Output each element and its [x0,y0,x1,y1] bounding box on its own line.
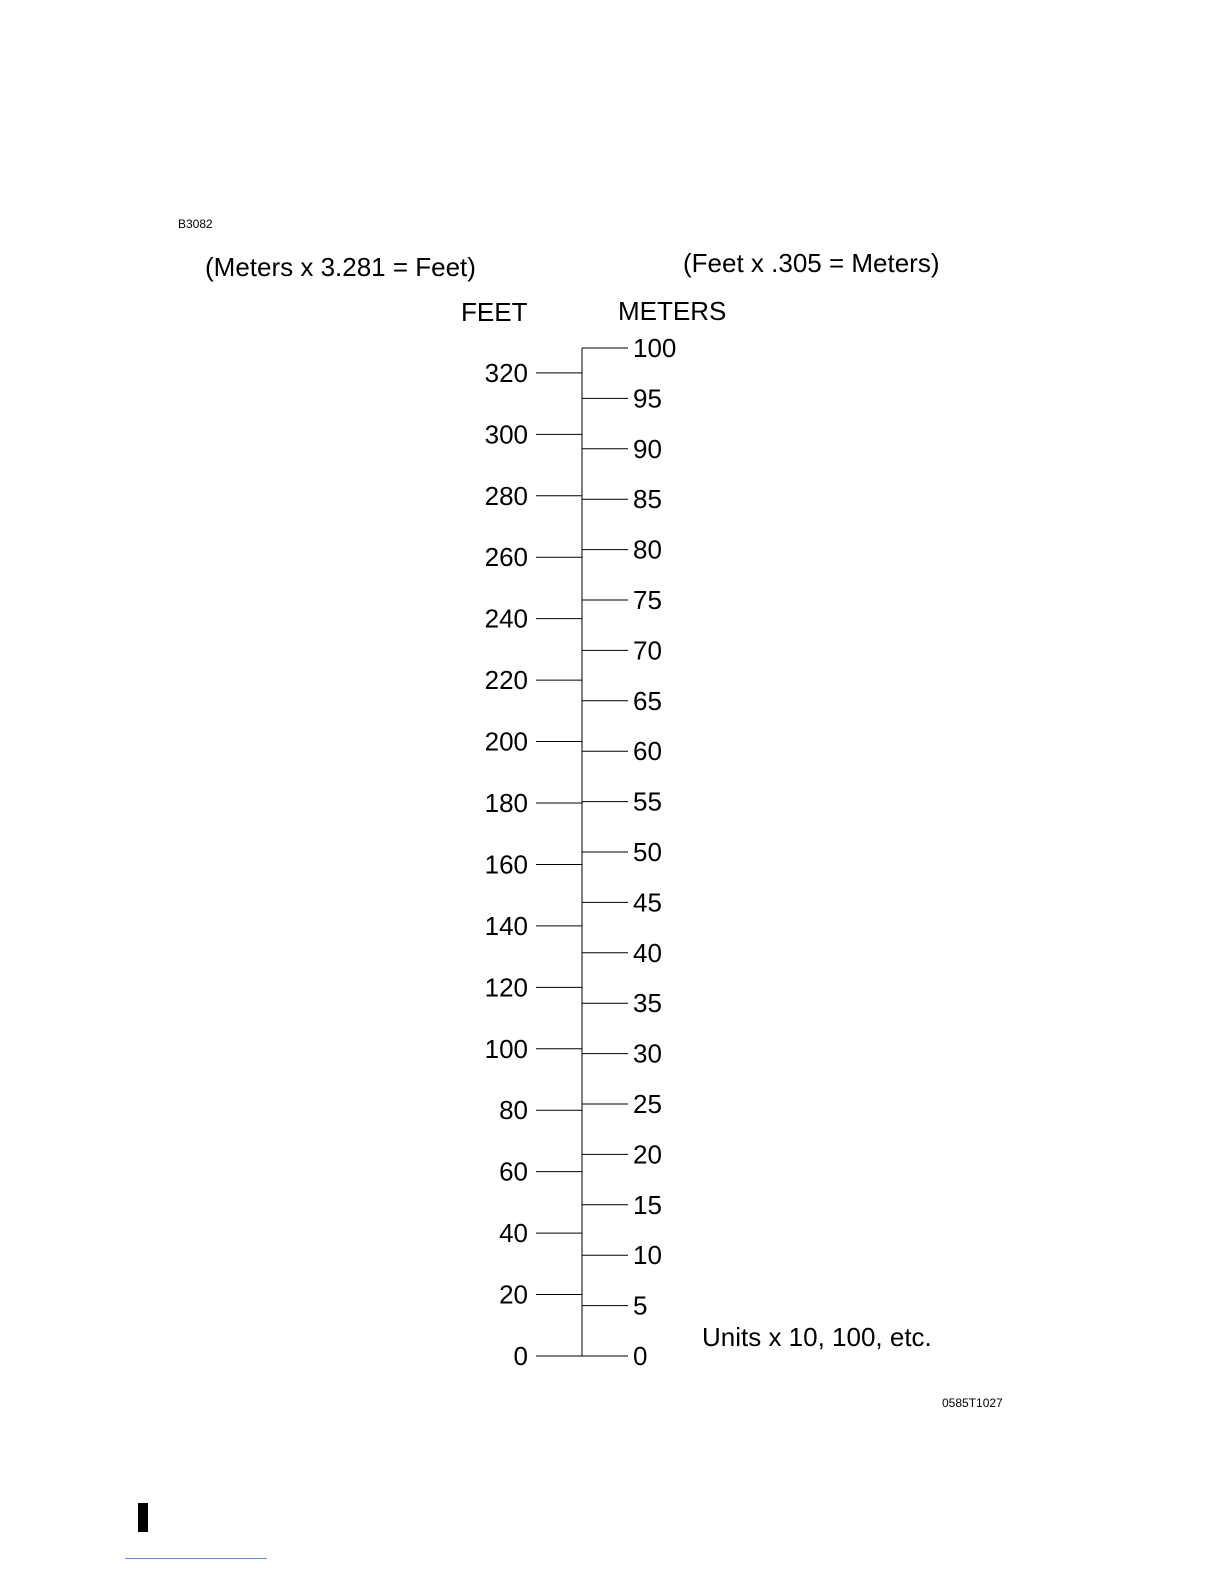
change-bar [138,1503,148,1532]
meter-tick-label: 75 [633,585,662,615]
meter-tick-label: 80 [633,534,662,565]
feet-tick-label: 300 [484,419,528,450]
feet-tick-label: 0 [513,1341,528,1371]
feet-tick-label: 280 [484,480,528,511]
meter-tick-label: 90 [633,433,662,464]
feet-tick-label: 180 [484,787,528,818]
meter-tick-label: 40 [633,937,662,968]
meter-tick-label: 60 [633,736,662,767]
feet-tick-label: 120 [484,972,528,1003]
feet-tick-label: 20 [499,1279,528,1310]
meter-tick-label: 95 [633,383,662,414]
meter-tick-label: 55 [633,786,662,817]
meter-tick-label: 30 [633,1038,662,1069]
meter-tick-label: 70 [633,635,662,666]
feet-tick-label: 220 [484,665,528,696]
meter-tick-label: 100 [633,333,677,363]
feet-tick-label: 40 [499,1218,528,1249]
feet-tick-label: 320 [484,357,528,388]
feet-tick-label: 100 [484,1033,528,1064]
meter-tick-label: 65 [633,685,662,716]
meter-tick-label: 35 [633,988,662,1019]
meters-column-header: METERS [618,296,727,326]
meter-tick-label: 25 [633,1089,662,1119]
units-note: Units x 10, 100, etc. [702,1322,932,1352]
meters-scale [582,333,676,1371]
meter-tick-label: 5 [633,1290,648,1321]
feet-tick-label: 140 [484,910,528,941]
meter-tick-label: 85 [633,484,662,515]
feet-scale [485,358,582,1371]
feet-tick-label: 80 [499,1095,528,1126]
footer-rule [125,1558,267,1559]
feet-tick-label: 200 [484,726,528,757]
feet-to-meters-formula: (Feet x .305 = Meters) [683,248,940,278]
document-id: 0585T1027 [942,1396,1003,1410]
meter-tick-label: 20 [633,1139,662,1170]
figure-id: B3082 [178,217,213,231]
meter-tick-label: 0 [633,1341,648,1371]
feet-column-header: FEET [461,297,528,327]
feet-tick-label: 60 [499,1156,528,1187]
feet-tick-label: 160 [484,849,528,880]
meter-tick-label: 10 [633,1240,662,1271]
meter-tick-label: 15 [633,1189,662,1220]
feet-tick-label: 260 [484,542,528,573]
feet-tick-label: 240 [484,603,528,634]
meter-tick-label: 45 [633,887,662,918]
meters-to-feet-formula: (Meters x 3.281 = Feet) [205,252,476,282]
meter-tick-label: 50 [633,837,662,867]
